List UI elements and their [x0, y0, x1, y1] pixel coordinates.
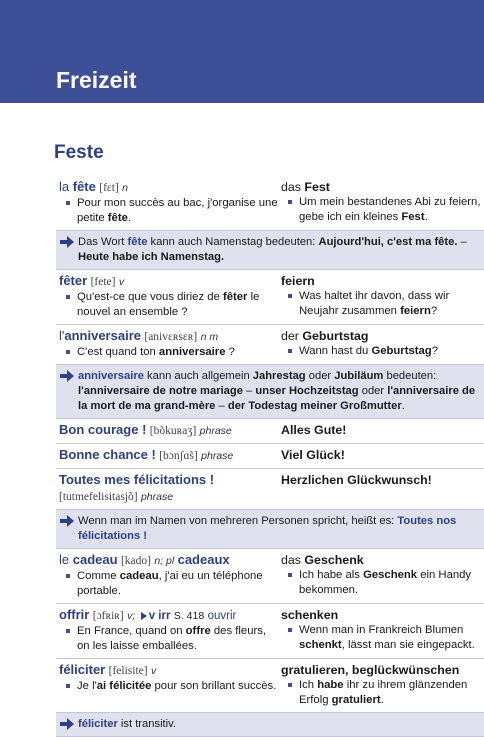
translation: Herzlichen Glückwunsch!	[281, 473, 432, 487]
example-french: C'est quand ton anniversaire ?	[59, 345, 278, 360]
german-column	[278, 662, 484, 708]
headword: anniversaire	[64, 328, 141, 343]
phonetic: [kado]	[120, 555, 151, 567]
example-french: En France, quand on offre des fleurs, on les laisse emballées.	[59, 624, 278, 654]
example-german: Ich habe ihr zu ihrem glänzenden Erfolg gratuliert.	[281, 678, 484, 708]
example-french: Je l'ai félicitée pour son brillant succès.	[59, 679, 278, 694]
german-column	[278, 422, 484, 439]
example-french: Pour mon succès au bac, j'organise une petite fête.	[59, 196, 278, 226]
french-column	[56, 179, 278, 226]
article: le	[59, 552, 73, 567]
phonetic: [fɛt]	[99, 182, 119, 194]
example-german: Ich habe als Geschenk ein Handy bekommen.	[281, 568, 484, 598]
vocab-list	[56, 176, 484, 737]
grammar-label: n	[122, 182, 128, 194]
translation: gratulieren, beglückwünschen	[281, 663, 460, 677]
irregular-label: v irr	[148, 610, 171, 622]
german-column	[278, 472, 484, 505]
grammar-label: phrase	[201, 450, 234, 462]
example-german: Wenn man in Frankreich Blumen schenkt, lässt man sie eingepackt.	[281, 623, 484, 653]
headword: féliciter	[59, 662, 106, 677]
phonetic: [felisite]	[108, 665, 148, 677]
page-reference: S. 418	[173, 610, 205, 622]
info-note: anniversaire kann auch allgemein Jahrestag oder Jubiläum bedeuten: l'anniversaire de notre mariage – unser Hochzeitstag oder l'anniversaire de la mort de ma grand-mère – der Todestag meiner Großmutter.	[56, 365, 484, 419]
translation: feiern	[281, 274, 315, 288]
article: la	[59, 179, 73, 194]
vocab-entry	[56, 604, 484, 659]
vocab-entry	[56, 325, 484, 365]
french-column	[56, 662, 278, 708]
vocab-entry	[56, 549, 484, 604]
translation: Alles Gute!	[281, 423, 347, 437]
vocab-entry	[56, 444, 484, 469]
translation: Geschenk	[304, 553, 364, 567]
headword: fêter	[59, 273, 88, 288]
grammar-label: v	[118, 276, 125, 288]
phonetic: [tutmefelisitasjõ]	[59, 491, 138, 503]
vocab-entry	[56, 419, 484, 444]
vocab-entry	[56, 469, 484, 510]
info-note: Das Wort fête kann auch Namenstag bedeuten: Aujourd'hui, c'est ma fête. – Heute habe ich Namenstag.	[56, 231, 484, 270]
phonetic: [bõkuʀaʒ]	[149, 425, 197, 437]
plural-form: cadeaux	[177, 552, 230, 567]
example-german: Um mein bestandenes Abi zu feiern, gebe ich ein kleines Fest.	[281, 195, 484, 225]
arrow-right-icon	[60, 370, 74, 382]
french-column	[56, 552, 278, 599]
headword: offrir	[59, 607, 90, 622]
vocab-entry	[56, 659, 484, 713]
translation: Geburtstag	[302, 329, 369, 343]
example-french: Qu'est-ce que vous diriez de fêter le nouvel an ensemble ?	[59, 290, 278, 320]
info-note: Wenn man im Namen von mehreren Personen spricht, heißt es: Toutes nos félicitations !	[56, 510, 484, 549]
headword: cadeau	[72, 552, 118, 567]
de-article: das	[281, 553, 305, 567]
grammar-label: v	[150, 665, 157, 677]
headword: Bonne chance !	[59, 447, 156, 462]
phonetic: [anivɛʀsɛʀ]	[144, 331, 198, 343]
de-article: das	[281, 180, 305, 194]
arrow-right-icon	[60, 515, 74, 527]
german-column	[278, 179, 484, 226]
french-column	[56, 422, 278, 439]
example-french: Comme cadeau, j'ai eu un téléphone portable.	[59, 569, 278, 599]
info-note: féliciter ist transitiv.	[56, 713, 484, 737]
article: l'	[59, 328, 65, 343]
translation: schenken	[281, 608, 339, 622]
grammar-label: n m	[200, 331, 219, 343]
french-column	[56, 472, 278, 505]
german-column	[278, 273, 484, 320]
phonetic: [ɔfʀiʀ]	[92, 610, 124, 622]
chapter-banner	[0, 0, 484, 103]
headword: fête	[72, 179, 96, 194]
french-column	[56, 447, 278, 464]
phonetic: [bɔnʃɑ̃s]	[159, 450, 198, 462]
german-column	[278, 447, 484, 464]
vocab-entry	[56, 176, 484, 231]
french-column	[56, 607, 278, 654]
headword: Toutes mes félicitations !	[59, 472, 215, 487]
headword: Bon courage !	[59, 422, 147, 437]
german-column	[278, 607, 484, 654]
grammar-label: n; pl	[154, 555, 175, 567]
german-column	[278, 328, 484, 360]
translation: Fest	[304, 180, 330, 194]
translation: Viel Glück!	[281, 448, 345, 462]
arrow-right-icon	[60, 236, 74, 248]
german-column	[278, 552, 484, 599]
phonetic: [fete]	[90, 276, 116, 288]
grammar-label: phrase	[199, 425, 232, 437]
french-column	[56, 328, 278, 360]
de-article: der	[281, 329, 303, 343]
example-german: Was haltet ihr davon, dass wir Neujahr zusammen feiern?	[281, 289, 484, 319]
french-column	[56, 273, 278, 320]
section-title: Feste	[54, 142, 104, 163]
cross-reference-link[interactable]: ouvrir	[207, 610, 237, 622]
grammar-label: phrase	[140, 491, 174, 503]
grammar-label: v;	[127, 610, 136, 622]
chapter-title: Freizeit	[56, 67, 137, 93]
example-german: Wann hast du Geburtstag?	[281, 344, 484, 359]
vocab-entry	[56, 270, 484, 325]
triangle-right-icon	[141, 612, 147, 620]
